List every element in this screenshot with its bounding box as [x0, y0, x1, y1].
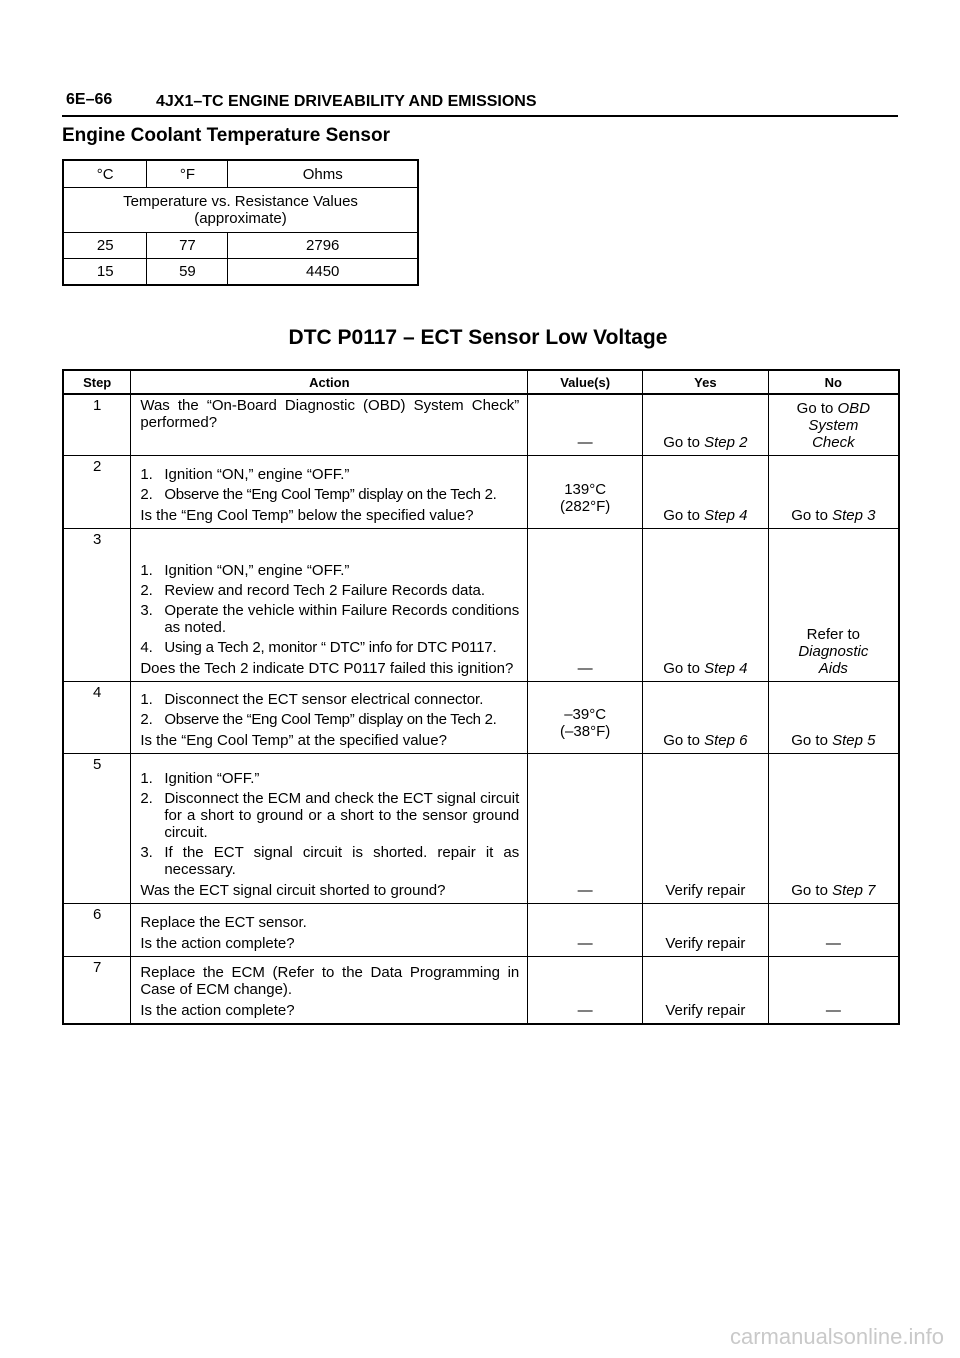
step-number: 2 — [63, 455, 131, 528]
table-header-row — [63, 370, 899, 394]
table-cell: 59 — [147, 259, 228, 286]
yes-step-ref: Step 6 — [704, 731, 748, 749]
value-cell: — — [528, 956, 643, 1024]
table-row — [63, 455, 899, 528]
table-row — [63, 259, 418, 286]
column-header-values: Value(s) — [528, 370, 643, 394]
column-header-celsius: °C — [63, 160, 147, 188]
action-cell — [131, 956, 528, 1024]
table-span-label — [63, 188, 418, 233]
action-text: Replace the ECT sensor. — [140, 913, 307, 931]
yes-step-ref: Step 2 — [704, 433, 748, 451]
action-cell — [131, 681, 528, 753]
table-cell: 4450 — [228, 259, 418, 286]
no-cell: Go to Step 3 — [768, 455, 899, 528]
watermark: carmanualsonline.info — [729, 1324, 944, 1349]
action-item: 3. If the ECT signal circuit is shorted. repair it as necessary. — [140, 843, 520, 878]
column-header-ohms: Ohms — [228, 160, 418, 188]
table-row — [63, 394, 899, 455]
value-cell: 139°C (282°F) — [528, 455, 643, 528]
header-title: 4JX1–TC ENGINE DRIVEABILITY AND EMISSIONS — [156, 93, 537, 110]
no-cell: Go to Step 5 — [768, 681, 899, 753]
table-row — [63, 528, 899, 681]
table-row — [63, 903, 899, 956]
no-step-ref: Step 3 — [832, 506, 876, 524]
yes-cell: Go to Step 6 — [643, 681, 769, 753]
diagnostic-table — [62, 369, 900, 1025]
value-cell: — — [528, 753, 643, 903]
no-cell: — — [768, 903, 899, 956]
action-text: Was the “On-Board Diagnostic (OBD) System Check” performed? — [140, 397, 520, 431]
column-header-step: Step — [63, 370, 131, 394]
table-row — [63, 753, 899, 903]
yes-cell — [643, 394, 769, 455]
action-item: 1. Disconnect the ECT sensor electrical connector. — [140, 690, 484, 708]
action-cell — [131, 753, 528, 903]
no-ref-line: System — [808, 416, 859, 434]
action-question: Is the action complete? — [140, 934, 295, 952]
yes-cell: Go to Step 4 — [643, 455, 769, 528]
no-step-ref: Step 7 — [832, 881, 876, 899]
value-cell: — — [528, 528, 643, 681]
dtc-title: DTC P0117 – ECT Sensor Low Voltage — [288, 326, 668, 349]
no-cell — [768, 394, 899, 455]
action-item: 3. Operate the vehicle within Failure Records conditions as noted. — [140, 601, 520, 636]
no-cell: — — [768, 956, 899, 1024]
action-item: 2. Review and record Tech 2 Failure Records data. — [140, 581, 486, 599]
action-cell — [131, 903, 528, 956]
column-header-no: No — [768, 370, 899, 394]
no-cell: Go to Step 7 — [768, 753, 899, 903]
action-item: 1. Ignition “OFF.” — [140, 769, 260, 787]
no-ref-line: Check — [812, 433, 855, 451]
section-title: Engine Coolant Temperature Sensor — [62, 125, 390, 146]
action-item: 1. Ignition “ON,” engine “OFF.” — [140, 561, 350, 579]
table-row — [63, 956, 899, 1024]
action-text: Replace the ECM (Refer to the Data Programming in Case of ECM change). — [140, 964, 520, 998]
step-number: 5 — [63, 753, 131, 903]
step-number: 3 — [63, 528, 131, 681]
action-item: 2. Observe the “Eng Cool Temp” display on the Tech 2. — [140, 710, 497, 728]
table-cell: 2796 — [228, 233, 418, 259]
table-cell: 25 — [63, 233, 147, 259]
table-row — [63, 233, 418, 259]
action-question: Was the ECT signal circuit shorted to ground? — [140, 881, 446, 899]
step-number: 6 — [63, 903, 131, 956]
action-question: Is the “Eng Cool Temp” below the specified value? — [140, 506, 474, 524]
table-row — [63, 681, 899, 753]
step-number: 1 — [63, 394, 131, 455]
yes-cell: Go to Step 4 — [643, 528, 769, 681]
yes-text: Go to — [663, 433, 700, 451]
step-number: 7 — [63, 956, 131, 1024]
value-cell: — — [528, 903, 643, 956]
action-item: 4. Using a Tech 2, monitor “ DTC” info for DTC P0117. — [140, 638, 497, 656]
table-cell: 15 — [63, 259, 147, 286]
action-item: 1. Ignition “ON,” engine “OFF.” — [140, 465, 350, 483]
action-cell — [131, 394, 528, 455]
yes-step-ref: Step 4 — [704, 659, 748, 677]
step-number: 4 — [63, 681, 131, 753]
yes-cell: Verify repair — [643, 903, 769, 956]
action-question: Does the Tech 2 indicate DTC P0117 failed this ignition? — [140, 659, 514, 677]
value-cell: –39°C (–38°F) — [528, 681, 643, 753]
no-step-ref: Step 5 — [832, 731, 876, 749]
yes-cell: Verify repair — [643, 753, 769, 903]
action-cell — [131, 528, 528, 681]
span-label-line-1: Temperature vs. Resistance Values — [123, 193, 358, 210]
no-ref-line: Diagnostic — [798, 642, 869, 660]
value-cell: — — [528, 394, 643, 455]
no-text: Go to OBD — [796, 399, 871, 417]
column-header-yes: Yes — [643, 370, 769, 394]
yes-cell: Verify repair — [643, 956, 769, 1024]
action-question: Is the action complete? — [140, 1002, 295, 1019]
action-item: 2. Disconnect the ECM and check the ECT signal circuit for a short to ground or a short to the sensor ground circuit. — [140, 789, 520, 841]
span-label-line-2: (approximate) — [194, 210, 287, 227]
column-header-fahrenheit: °F — [147, 160, 228, 188]
column-header-action: Action — [131, 370, 528, 394]
no-ref-line: Aids — [818, 659, 848, 677]
page-number: 6E–66 — [66, 91, 113, 108]
action-cell — [131, 455, 528, 528]
temperature-resistance-table — [62, 159, 419, 286]
table-cell: 77 — [147, 233, 228, 259]
action-item: 2. Observe the “Eng Cool Temp” display on the Tech 2. — [140, 485, 497, 503]
action-question: Is the “Eng Cool Temp” at the specified value? — [140, 731, 447, 749]
no-cell: Refer to Diagnostic Aids — [768, 528, 899, 681]
yes-step-ref: Step 4 — [704, 506, 748, 524]
header-rule — [62, 115, 898, 117]
